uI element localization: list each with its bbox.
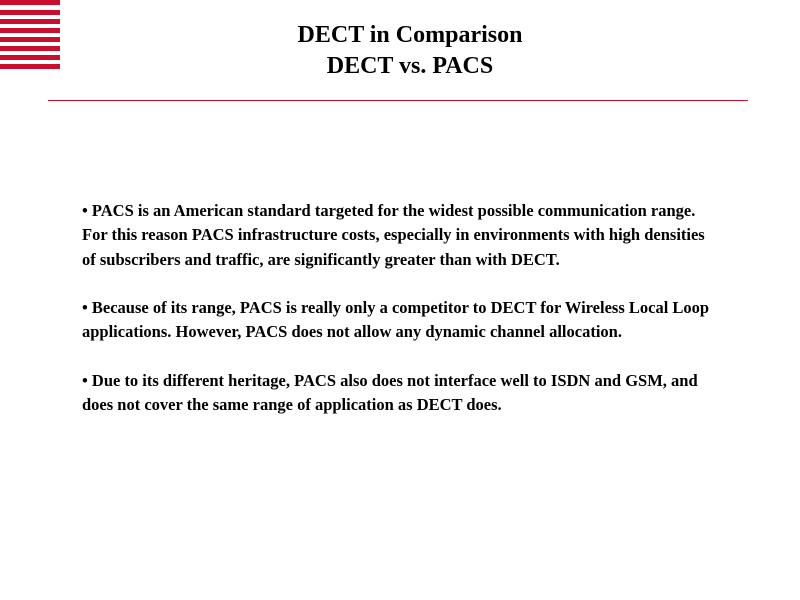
stripe (0, 55, 60, 60)
stripe (0, 10, 60, 15)
slide-title: DECT in Comparison (297, 22, 523, 48)
title-divider (48, 100, 748, 101)
slide-subtitle: DECT vs. PACS (326, 53, 494, 79)
stripe (0, 37, 60, 42)
bullet-pacs-standard: • PACS is an American standard targeted for the widest possible communication range. For this reason PACS infrastructure costs, especially in environments with high densities of subscribers and traffic, are significantly greater than with DECT. (82, 201, 705, 269)
stripe (0, 46, 60, 51)
slide-title-block (160, 20, 660, 82)
bullet-pacs-heritage: • Due to its different heritage, PACS also does not interface well to ISDN and GSM, and does not cover the same range of application as DECT does. (82, 371, 698, 415)
stripe (0, 28, 60, 33)
bullet-pacs-range: • Because of its range, PACS is really only a competitor to DECT for Wireless Local Loop applications. However, PACS does not allow any dynamic channel allocation. (82, 298, 710, 342)
bullet-list (82, 199, 722, 442)
decorative-stripes-logo (0, 0, 60, 70)
stripe (0, 0, 60, 5)
stripe (0, 64, 60, 69)
stripe (0, 19, 60, 24)
